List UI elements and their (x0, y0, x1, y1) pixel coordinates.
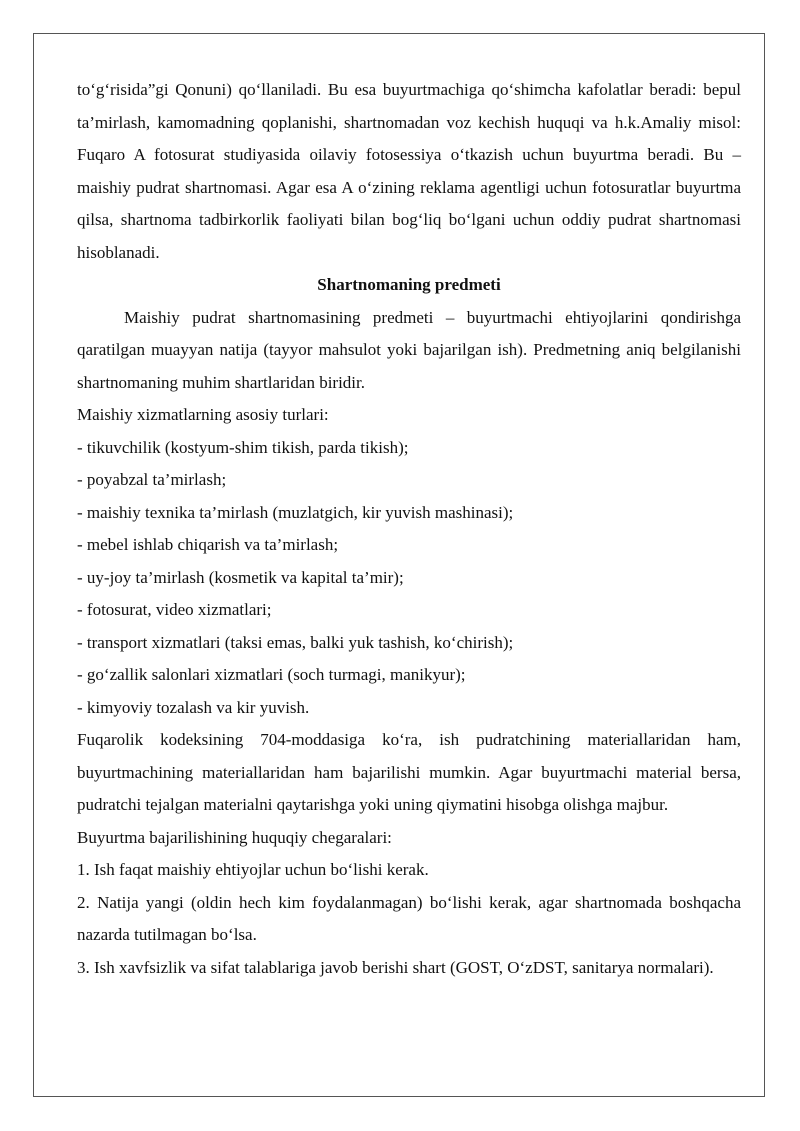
list-item: - mebel ishlab chiqarish va ta’mirlash; (77, 535, 339, 554)
subject-paragraph: Maishiy pudrat shartnomasining predmeti – buyurtmachi ehtiyojlarini qondirishga qaratilgan muayyan natija (tayyor mahsulot yoki bajarilgan ish). Predmetning aniq belgilanishi shartnomaning muhim shartlaridan biridir. (77, 307, 741, 392)
list-item: - go‘zallik salonlari xizmatlari (soch turmagi, manikyur); (77, 665, 466, 684)
list-item: - fotosurat, video xizmatlari; (77, 600, 272, 619)
list-item: - uy-joy ta’mirlash (kosmetik va kapital ta’mir); (77, 567, 404, 587)
numbered-item: 1. Ish faqat maishiy ehtiyojlar uchun bo‘lishi kerak. (77, 860, 429, 879)
code-paragraph: Fuqarolik kodeksining 704-moddasiga ko‘ra, ish pudratchining materiallaridan ham, buyurtmachining materiallaridan ham bajarilishi mumkin. Agar buyurtmachi material bersa, pudratchi tejalgan materialni qaytarishga yoki uning qiymatini hisobga olishga majbur. (77, 730, 741, 814)
document-body (77, 74, 741, 984)
numbered-item: 2. Natija yangi (oldin hech kim foydalanmagan) bo‘lishi kerak, agar shartnomada boshqacha nazarda tutilmagan bo‘lsa. (77, 892, 741, 944)
intro-paragraph: to‘g‘risida”gi Qonuni) qo‘llaniladi. Bu esa buyurtmachiga qo‘shimcha kafolatlar beradi: bepul ta’mirlash, kamomadning qoplanishi, shartnomadan voz kechish huquqi va h.k.Amaliy misol: Fuqaro A fotosurat studiyasida oilaviy fotosessiya o‘tkazish uchun buyurtma beradi. Bu – maishiy pudrat shartnomasi. Agar esa A o‘zining reklama agentligi uchun fotosuratlar buyurtma qilsa, shartnoma tadbirkorlik faoliyati bilan bog‘liq bo‘lgani uchun oddiy pudrat shartnomasi hisoblanadi. (77, 80, 741, 262)
list-item: - kimyoviy tozalash va kir yuvish. (77, 697, 310, 717)
services-intro: Maishiy xizmatlarning asosiy turlari: (77, 405, 329, 424)
numbered-item: 3. Ish xavfsizlik va sifat talablariga javob berishi shart (GOST, O‘zDST, sanitarya normalari). (77, 957, 714, 977)
list-item: - transport xizmatlari (taksi emas, balki yuk tashish, ko‘chirish); (77, 632, 514, 652)
limits-intro: Buyurtma bajarilishining huquqiy chegaralari: (77, 827, 392, 847)
list-item: - tikuvchilik (kostyum-shim tikish, parda tikish); (77, 437, 409, 457)
list-item: - poyabzal ta’mirlash; (77, 470, 227, 489)
list-item: - maishiy texnika ta’mirlash (muzlatgich, kir yuvish mashinasi); (77, 502, 514, 522)
section-heading: Shartnomaning predmeti (317, 275, 501, 294)
